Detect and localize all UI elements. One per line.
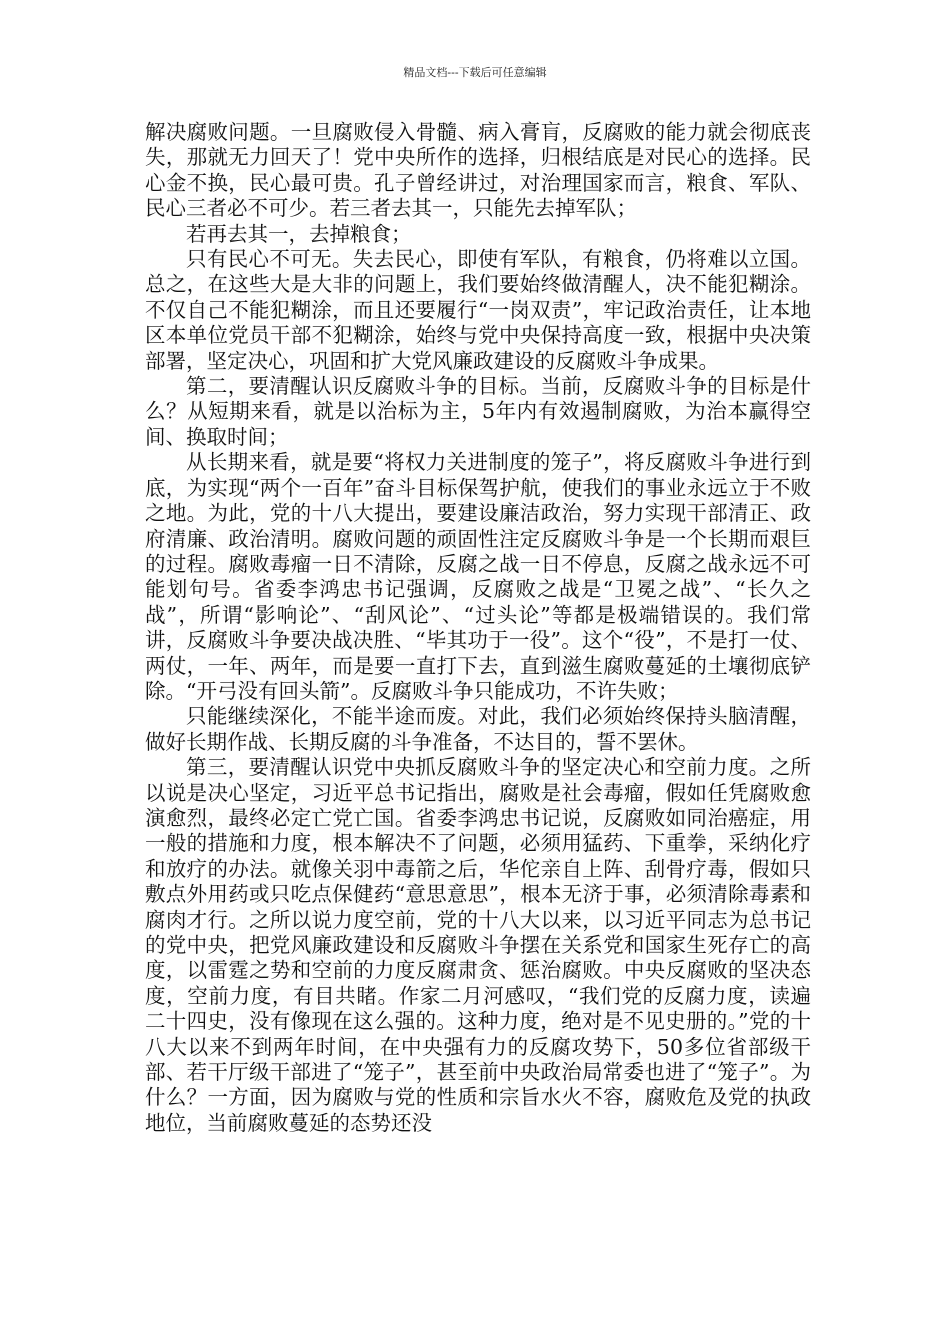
paragraph: 第三，要清醒认识党中央抓反腐败斗争的坚定决心和空前力度。之所以说是决心坚定，习近平总书记指出，腐败是社会毒瘤，假如任凭腐败愈演愈烈，最终必定亡党亡国。省委李鸿忠书记说，反腐败如同治癌症，用一般的措施和力度，根本解决不了问题，必须用猛药、下重拳，采纳化疗和放疗的办法。就像关羽中毒箭之后，华佗亲自上阵、刮骨疗毒，假如只敷点外用药或只吃点保健药“意思意思”，根本无济于事，必须清除毒素和腐肉才行。之所以说力度空前，党的十八大以来，以习近平同志为总书记的党中央，把党风廉政建设和反腐败斗争摆在关系党和国家生死存亡的高度，以雷霆之势和空前的力度反腐肃贪、惩治腐败。中央反腐败的坚决态度，空前力度，有目共睹。作家二月河感叹，“我们党的反腐力度，读遍二十四史，没有像现在这么强的。这种力度，绝对是不见史册的。”党的十八大以来不到两年时间，在中央强有力的反腐攻势下，50多位省部级干部、若干厅级干部进了“笼子”，甚至前中央政治局常委也进了“笼子”。为什么？一方面，因为腐败与党的性质和宗旨水火不容，腐败危及党的执政地位，当前腐败蔓延的态势还没 <box>145 755 811 1135</box>
paragraph: 从长期来看，就是要“将权力关进制度的笼子”，将反腐败斗争进行到底，为实现“两个一百年”奋斗目标保驾护航，使我们的事业永远立于不败之地。为此，党的十八大提出，要建设廉洁政治，努力实现干部清正、政府清廉、政治清明。腐败问题的顽固性注定反腐败斗争是一个长期而艰巨的过程。腐败毒瘤一日不清除，反腐之战一日不停息，反腐之战永远不可能划句号。省委李鸿忠书记强调，反腐败之战是“卫冕之战”、“长久之战”，所谓“影响论”、“刮风论”、“过头论”等都是极端错误的。我们常讲，反腐败斗争要决战决胜、“毕其功于一役”。这个“役”，不是打一仗、两仗，一年、两年，而是要一直打下去，直到滋生腐败蔓延的土壤彻底铲除。“开弓没有回头箭”。反腐败斗争只能成功，不许失败； <box>145 450 811 703</box>
paragraph: 若再去其一，去掉粮食； <box>186 221 412 246</box>
page-header: 精品文档---下载后可任意编辑 <box>403 66 547 79</box>
paragraph: 解决腐败问题。一旦腐败侵入骨髓、病入膏肓，反腐败的能力就会彻底丧失，那就无力回天了！党中央所作的选择，归根结底是对民心的选择。民心金不换，民心最可贵。孔子曾经讲过，对治理国家而言，粮食、军队、民心三者必不可少。若三者去其一，只能先去掉军队； <box>145 120 811 221</box>
paragraph: 只有民心不可无。失去民心，即使有军队，有粮食，仍将难以立国。总之，在这些大是大非的问题上，我们要始终做清醒人，决不能犯糊涂。不仅自己不能犯糊涂，而且还要履行“一岗双责”，牢记政治责任，让本地区本单位党员干部不犯糊涂，始终与党中央保持高度一致，根据中央决策部署，坚定决心，巩固和扩大党风廉政建设的反腐败斗争成果。 <box>145 247 811 373</box>
paragraph: 第二，要清醒认识反腐败斗争的目标。当前，反腐败斗争的目标是什么？从短期来看，就是以治标为主，5年内有效遏制腐败，为治本赢得空间、换取时间； <box>145 374 811 449</box>
paragraph: 只能继续深化，不能半途而废。对此，我们必须始终保持头脑清醒，做好长期作战、长期反腐的斗争准备，不达目的，誓不罢休。 <box>145 704 811 754</box>
document-body <box>145 120 811 1136</box>
